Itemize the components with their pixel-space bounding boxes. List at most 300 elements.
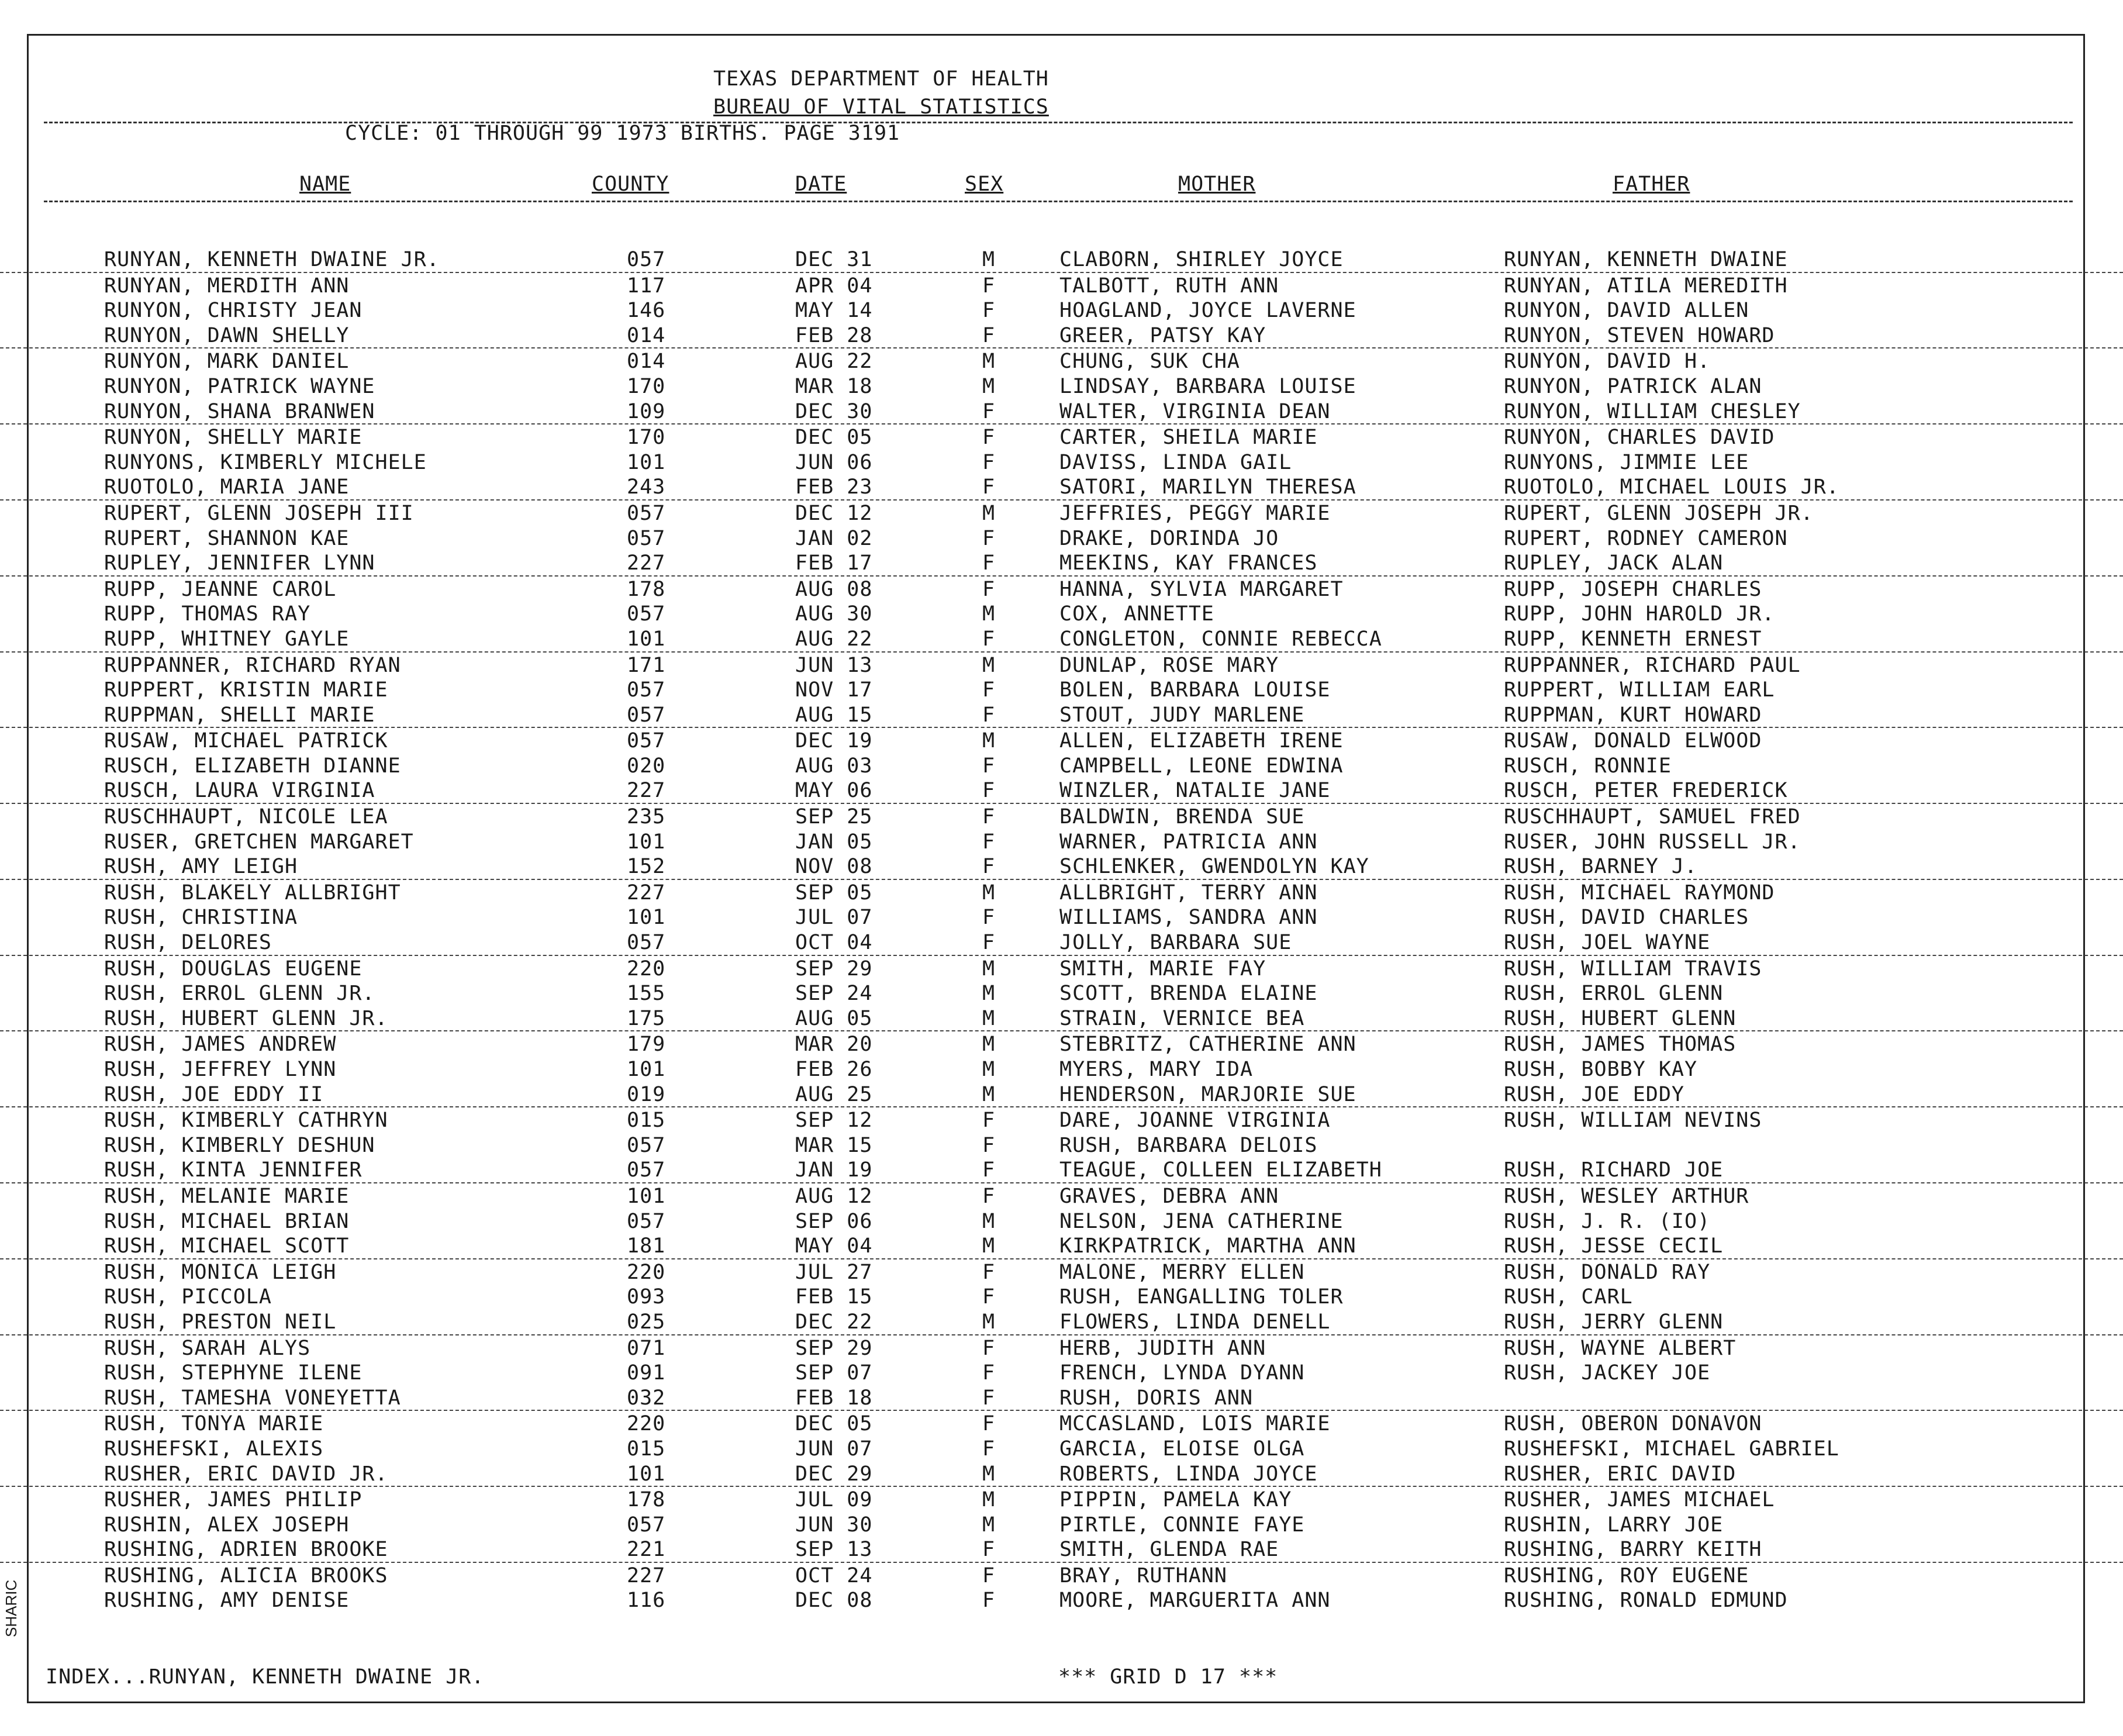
record-name: RUNYON, SHANA BRANWEN <box>104 399 375 423</box>
record-father: RUSH, JESSE CECIL <box>1504 1234 1724 1258</box>
record-name: RUSCHHAUPT, NICOLE LEA <box>104 805 388 829</box>
record-row <box>0 1233 2123 1259</box>
record-father: RUSER, JOHN RUSSELL JR. <box>1504 830 1801 854</box>
record-sex: F <box>982 274 996 298</box>
record-name: RUNYON, PATRICK WAYNE <box>104 374 375 398</box>
record-mother: TALBOTT, RUTH ANN <box>1059 274 1279 298</box>
record-mother: MCCASLAND, LOIS MARIE <box>1059 1412 1331 1436</box>
record-mother: CAMPBELL, LEONE EDWINA <box>1059 754 1344 778</box>
record-row <box>0 956 2123 981</box>
record-sex: F <box>982 1285 996 1309</box>
record-row <box>0 577 2123 602</box>
record-county: 057 <box>627 703 666 727</box>
record-date: MAR 15 <box>795 1133 873 1157</box>
record-mother: LINDSAY, BARBARA LOUISE <box>1059 374 1356 398</box>
record-county: 071 <box>627 1336 666 1360</box>
record-sex: F <box>982 551 996 575</box>
record-sex: M <box>982 248 996 271</box>
record-sex: M <box>982 1082 996 1106</box>
record-father: RUSH, J. R. (IO) <box>1504 1209 1711 1233</box>
record-date: AUG 15 <box>795 703 873 727</box>
record-father: RUPPANNER, RICHARD PAUL <box>1504 653 1801 677</box>
record-row <box>0 981 2123 1006</box>
record-sex: F <box>982 577 996 601</box>
column-header-county: COUNTY <box>592 172 669 196</box>
record-row <box>0 348 2123 374</box>
record-sex: M <box>982 374 996 398</box>
record-name: RUPP, THOMAS RAY <box>104 602 311 626</box>
record-name: RUSCH, LAURA VIRGINIA <box>104 779 375 803</box>
record-mother: CONGLETON, CONNIE REBECCA <box>1059 627 1382 651</box>
record-date: JUN 13 <box>795 653 873 677</box>
record-date: AUG 05 <box>795 1006 873 1030</box>
record-father: RUSH, WILLIAM NEVINS <box>1504 1109 1762 1133</box>
record-father: RUPP, JOHN HAROLD JR. <box>1504 602 1775 626</box>
record-mother: COX, ANNETTE <box>1059 602 1214 626</box>
record-county: 220 <box>627 1260 666 1284</box>
record-date: DEC 30 <box>795 399 873 423</box>
record-date: MAY 04 <box>795 1234 873 1258</box>
record-row <box>0 450 2123 475</box>
record-sex: F <box>982 450 996 474</box>
record-sex: F <box>982 1412 996 1436</box>
record-sex: F <box>982 1260 996 1284</box>
record-date: SEP 24 <box>795 982 873 1006</box>
record-mother: CHUNG, SUK CHA <box>1059 350 1241 374</box>
record-name: RUSH, KIMBERLY CATHRYN <box>104 1109 388 1133</box>
record-sex: M <box>982 1006 996 1030</box>
record-father: RUSCH, PETER FREDERICK <box>1504 779 1788 803</box>
record-mother: PIRTLE, CONNIE FAYE <box>1059 1513 1305 1537</box>
record-row <box>0 474 2123 501</box>
record-county: 057 <box>627 1133 666 1157</box>
record-mother: WARNER, PATRICIA ANN <box>1059 830 1318 854</box>
record-row <box>0 653 2123 678</box>
record-name: RUSH, MICHAEL BRIAN <box>104 1209 350 1233</box>
record-sex: F <box>982 1109 996 1133</box>
record-mother: SMITH, MARIE FAY <box>1059 957 1266 981</box>
record-county: 101 <box>627 906 666 930</box>
record-row <box>0 1487 2123 1512</box>
record-mother: HOAGLAND, JOYCE LAVERNE <box>1059 299 1356 323</box>
record-sex: F <box>982 1158 996 1182</box>
record-name: RUSH, JEFFREY LYNN <box>104 1058 337 1081</box>
record-county: 057 <box>627 729 666 753</box>
record-date: APR 04 <box>795 274 873 298</box>
record-date: AUG 30 <box>795 602 873 626</box>
record-father: RUPPMAN, KURT HOWARD <box>1504 703 1762 727</box>
record-date: JAN 05 <box>795 830 873 854</box>
record-county: 221 <box>627 1538 666 1562</box>
record-sex: F <box>982 754 996 778</box>
record-name: RUSHING, ADRIEN BROOKE <box>104 1538 388 1562</box>
side-mark: SHARIC <box>2 1579 20 1637</box>
record-row <box>0 1309 2123 1335</box>
record-date: JAN 19 <box>795 1158 873 1182</box>
record-date: FEB 26 <box>795 1058 873 1081</box>
record-father: RUNYON, STEVEN HOWARD <box>1504 323 1775 347</box>
record-sex: F <box>982 1184 996 1208</box>
record-father: RUOTOLO, MICHAEL LOUIS JR. <box>1504 475 1839 499</box>
birth-records-list <box>0 247 2123 1613</box>
record-sex: F <box>982 931 996 955</box>
record-row <box>0 273 2123 298</box>
record-row <box>0 930 2123 956</box>
record-name: RUSHEFSKI, ALEXIS <box>104 1437 324 1461</box>
record-row <box>0 424 2123 450</box>
record-mother: MEEKINS, KAY FRANCES <box>1059 551 1318 575</box>
record-sex: F <box>982 855 996 879</box>
record-date: DEC 08 <box>795 1589 873 1613</box>
record-row <box>0 1133 2123 1158</box>
record-county: 155 <box>627 982 666 1006</box>
record-mother: FRENCH, LYNDA DYANN <box>1059 1361 1305 1385</box>
record-mother: HANNA, SYLVIA MARGARET <box>1059 577 1344 601</box>
record-sex: F <box>982 906 996 930</box>
record-date: JUL 09 <box>795 1488 873 1512</box>
record-mother: SATORI, MARILYN THERESA <box>1059 475 1356 499</box>
record-date: MAR 20 <box>795 1033 873 1057</box>
grid-footer: *** GRID D 17 *** <box>1058 1665 1278 1689</box>
record-name: RUPERT, SHANNON KAE <box>104 526 350 550</box>
record-mother: NELSON, JENA CATHERINE <box>1059 1209 1344 1233</box>
record-mother: SCHLENKER, GWENDOLYN KAY <box>1059 855 1369 879</box>
record-name: RUNYON, DAWN SHELLY <box>104 323 350 347</box>
record-sex: F <box>982 1538 996 1562</box>
record-sex: F <box>982 703 996 727</box>
record-county: 014 <box>627 350 666 374</box>
record-name: RUSAW, MICHAEL PATRICK <box>104 729 388 753</box>
record-father: RUSHER, JAMES MICHAEL <box>1504 1488 1775 1512</box>
record-row <box>0 1537 2123 1563</box>
record-sex: F <box>982 1437 996 1461</box>
record-county: 101 <box>627 627 666 651</box>
record-row <box>0 1563 2123 1588</box>
record-date: DEC 19 <box>795 729 873 753</box>
column-header-name: NAME <box>299 172 351 196</box>
record-date: MAR 18 <box>795 374 873 398</box>
record-row <box>0 677 2123 702</box>
record-date: FEB 18 <box>795 1386 873 1410</box>
record-sex: M <box>982 1058 996 1081</box>
record-name: RUNYON, SHELLY MARIE <box>104 426 363 450</box>
record-name: RUPERT, GLENN JOSEPH III <box>104 501 414 525</box>
record-row <box>0 1157 2123 1183</box>
record-county: 025 <box>627 1310 666 1334</box>
record-mother: STRAIN, VERNICE BEA <box>1059 1006 1305 1030</box>
record-mother: CARTER, SHEILA MARIE <box>1059 426 1318 450</box>
record-father: RUSAW, DONALD ELWOOD <box>1504 729 1762 753</box>
record-date: MAY 14 <box>795 299 873 323</box>
record-row <box>0 829 2123 854</box>
record-date: SEP 06 <box>795 1209 873 1233</box>
record-father: RUSHING, BARRY KEITH <box>1504 1538 1762 1562</box>
record-date: DEC 31 <box>795 248 873 271</box>
record-mother: DAVISS, LINDA GAIL <box>1059 450 1292 474</box>
record-date: SEP 29 <box>795 1336 873 1360</box>
record-county: 170 <box>627 374 666 398</box>
record-sex: F <box>982 323 996 347</box>
record-county: 057 <box>627 1209 666 1233</box>
record-county: 101 <box>627 450 666 474</box>
record-father: RUSH, JOEL WAYNE <box>1504 931 1711 955</box>
record-county: 015 <box>627 1437 666 1461</box>
record-sex: F <box>982 1361 996 1385</box>
record-county: 057 <box>627 1513 666 1537</box>
record-father: RUPERT, GLENN JOSEPH JR. <box>1504 501 1814 525</box>
record-sex: F <box>982 830 996 854</box>
record-name: RUPP, WHITNEY GAYLE <box>104 627 350 651</box>
record-mother: RUSH, BARBARA DELOIS <box>1059 1133 1318 1157</box>
record-mother: JEFFRIES, PEGGY MARIE <box>1059 501 1331 525</box>
record-row <box>0 399 2123 425</box>
record-row <box>0 526 2123 551</box>
record-row <box>0 728 2123 753</box>
record-father: RUSH, OBERON DONAVON <box>1504 1412 1762 1436</box>
record-father: RUNYON, WILLIAM CHESLEY <box>1504 399 1801 423</box>
record-mother: ALLEN, ELIZABETH IRENE <box>1059 729 1344 753</box>
record-mother: BALDWIN, BRENDA SUE <box>1059 805 1305 829</box>
record-father: RUNYON, DAVID ALLEN <box>1504 299 1749 323</box>
record-row <box>0 778 2123 804</box>
record-name: RUSER, GRETCHEN MARGARET <box>104 830 414 854</box>
record-row <box>0 323 2123 349</box>
bureau-title: BUREAU OF VITAL STATISTICS <box>713 95 1049 119</box>
record-date: JAN 02 <box>795 526 873 550</box>
record-county: 014 <box>627 323 666 347</box>
record-county: 019 <box>627 1082 666 1106</box>
record-row <box>0 1006 2123 1032</box>
record-name: RUSH, PICCOLA <box>104 1285 272 1309</box>
record-name: RUNYAN, MERDITH ANN <box>104 274 350 298</box>
record-sex: M <box>982 957 996 981</box>
record-mother: ROBERTS, LINDA JOYCE <box>1059 1462 1318 1486</box>
record-date: JUN 06 <box>795 450 873 474</box>
record-date: AUG 22 <box>795 627 873 651</box>
record-sex: M <box>982 1310 996 1334</box>
column-header-father: FATHER <box>1613 172 1690 196</box>
record-father: RUPLEY, JACK ALAN <box>1504 551 1724 575</box>
record-row <box>0 1512 2123 1537</box>
record-row <box>0 1107 2123 1133</box>
record-row <box>0 1335 2123 1361</box>
record-mother: CLABORN, SHIRLEY JOYCE <box>1059 248 1344 271</box>
record-name: RUSH, STEPHYNE ILENE <box>104 1361 363 1385</box>
record-row <box>0 1360 2123 1385</box>
record-county: 152 <box>627 855 666 879</box>
record-county: 057 <box>627 526 666 550</box>
record-date: AUG 25 <box>795 1082 873 1106</box>
record-mother: STOUT, JUDY MARLENE <box>1059 703 1305 727</box>
record-name: RUSH, TAMESHA VONEYETTA <box>104 1386 401 1410</box>
record-sex: F <box>982 299 996 323</box>
record-sex: F <box>982 426 996 450</box>
record-name: RUPP, JEANNE CAROL <box>104 577 337 601</box>
record-mother: WALTER, VIRGINIA DEAN <box>1059 399 1331 423</box>
record-date: DEC 22 <box>795 1310 873 1334</box>
record-sex: F <box>982 526 996 550</box>
record-father: RUSH, JAMES THOMAS <box>1504 1033 1737 1057</box>
record-father: RUNYON, CHARLES DAVID <box>1504 426 1775 450</box>
record-county: 170 <box>627 426 666 450</box>
record-sex: F <box>982 1564 996 1587</box>
record-name: RUSH, KINTA JENNIFER <box>104 1158 363 1182</box>
record-mother: MALONE, MERRY ELLEN <box>1059 1260 1305 1284</box>
record-date: OCT 04 <box>795 931 873 955</box>
record-sex: F <box>982 627 996 651</box>
record-father: RUSCHHAUPT, SAMUEL FRED <box>1504 805 1801 829</box>
record-date: DEC 05 <box>795 1412 873 1436</box>
record-name: RUOTOLO, MARIA JANE <box>104 475 350 499</box>
record-name: RUSH, MONICA LEIGH <box>104 1260 337 1284</box>
record-county: 146 <box>627 299 666 323</box>
record-date: AUG 03 <box>795 754 873 778</box>
record-father: RUSH, RICHARD JOE <box>1504 1158 1724 1182</box>
record-date: FEB 23 <box>795 475 873 499</box>
record-name: RUSH, AMY LEIGH <box>104 855 298 879</box>
record-father: RUSH, WAYNE ALBERT <box>1504 1336 1737 1360</box>
record-date: SEP 25 <box>795 805 873 829</box>
record-row <box>0 1411 2123 1436</box>
record-father: RUSH, ERROL GLENN <box>1504 982 1724 1006</box>
record-name: RUSHER, ERIC DAVID JR. <box>104 1462 388 1486</box>
record-father: RUSHIN, LARRY JOE <box>1504 1513 1724 1537</box>
index-footer: INDEX...RUNYAN, KENNETH DWAINE JR. <box>46 1665 485 1689</box>
record-county: 178 <box>627 1488 666 1512</box>
record-county: 243 <box>627 475 666 499</box>
record-mother: DUNLAP, ROSE MARY <box>1059 653 1279 677</box>
record-name: RUPPMAN, SHELLI MARIE <box>104 703 375 727</box>
record-mother: MYERS, MARY IDA <box>1059 1058 1254 1081</box>
record-name: RUSH, HUBERT GLENN JR. <box>104 1006 388 1030</box>
cycle-line: CYCLE: 01 THROUGH 99 1973 BIRTHS. PAGE 3191 <box>345 122 900 145</box>
record-county: 057 <box>627 678 666 702</box>
record-county: 227 <box>627 881 666 905</box>
record-father: RUNYON, DAVID H. <box>1504 350 1711 374</box>
record-county: 020 <box>627 754 666 778</box>
column-header-rule <box>44 201 2073 202</box>
record-name: RUSH, ERROL GLENN JR. <box>104 982 375 1006</box>
record-date: FEB 28 <box>795 323 873 347</box>
record-father: RUNYAN, KENNETH DWAINE <box>1504 248 1788 271</box>
record-date: NOV 08 <box>795 855 873 879</box>
record-mother: GREER, PATSY KAY <box>1059 323 1266 347</box>
record-name: RUPPERT, KRISTIN MARIE <box>104 678 388 702</box>
record-father: RUPERT, RODNEY CAMERON <box>1504 526 1788 550</box>
record-name: RUSH, BLAKELY ALLBRIGHT <box>104 881 401 905</box>
record-mother: STEBRITZ, CATHERINE ANN <box>1059 1033 1356 1057</box>
record-mother: BOLEN, BARBARA LOUISE <box>1059 678 1331 702</box>
record-sex: M <box>982 1513 996 1537</box>
record-name: RUSCH, ELIZABETH DIANNE <box>104 754 401 778</box>
record-mother: WILLIAMS, SANDRA ANN <box>1059 906 1318 930</box>
record-row <box>0 1057 2123 1082</box>
record-date: SEP 13 <box>795 1538 873 1562</box>
record-row <box>0 1385 2123 1411</box>
record-county: 220 <box>627 957 666 981</box>
record-sex: F <box>982 779 996 803</box>
record-row <box>0 1031 2123 1057</box>
record-sex: M <box>982 1462 996 1486</box>
record-county: 227 <box>627 1564 666 1587</box>
record-date: SEP 07 <box>795 1361 873 1385</box>
record-name: RUSH, JAMES ANDREW <box>104 1033 337 1057</box>
record-name: RUSH, CHRISTINA <box>104 906 298 930</box>
column-header-date: DATE <box>795 172 847 196</box>
record-date: JUN 07 <box>795 1437 873 1461</box>
record-county: 117 <box>627 274 666 298</box>
record-father: RUPP, JOSEPH CHARLES <box>1504 577 1762 601</box>
record-name: RUNYON, MARK DANIEL <box>104 350 350 374</box>
record-row <box>0 247 2123 273</box>
record-sex: F <box>982 1133 996 1157</box>
record-sex: F <box>982 1386 996 1410</box>
record-sex: M <box>982 602 996 626</box>
record-row <box>0 1587 2123 1613</box>
record-father: RUSHING, RONALD EDMUND <box>1504 1589 1788 1613</box>
record-name: RUSH, MICHAEL SCOTT <box>104 1234 350 1258</box>
record-date: FEB 15 <box>795 1285 873 1309</box>
record-sex: M <box>982 501 996 525</box>
record-row <box>0 753 2123 778</box>
record-mother: WINZLER, NATALIE JANE <box>1059 779 1331 803</box>
record-name: RUSHER, JAMES PHILIP <box>104 1488 363 1512</box>
record-name: RUSH, DELORES <box>104 931 272 955</box>
record-sex: M <box>982 653 996 677</box>
record-mother: GARCIA, ELOISE OLGA <box>1059 1437 1305 1461</box>
record-sex: M <box>982 350 996 374</box>
record-sex: F <box>982 399 996 423</box>
record-county: 101 <box>627 830 666 854</box>
record-father: RUSH, JOE EDDY <box>1504 1082 1685 1106</box>
record-father: RUSH, DONALD RAY <box>1504 1260 1711 1284</box>
record-date: SEP 12 <box>795 1109 873 1133</box>
record-name: RUSH, PRESTON NEIL <box>104 1310 337 1334</box>
record-county: 032 <box>627 1386 666 1410</box>
record-sex: M <box>982 881 996 905</box>
record-row <box>0 1082 2123 1108</box>
record-father: RUSH, WESLEY ARTHUR <box>1504 1184 1749 1208</box>
column-header-mother: MOTHER <box>1178 172 1256 196</box>
record-row <box>0 1209 2123 1234</box>
record-name: RUPLEY, JENNIFER LYNN <box>104 551 375 575</box>
record-sex: M <box>982 729 996 753</box>
record-county: 227 <box>627 551 666 575</box>
record-county: 093 <box>627 1285 666 1309</box>
record-date: DEC 29 <box>795 1462 873 1486</box>
record-name: RUSH, JOE EDDY II <box>104 1082 324 1106</box>
record-father: RUSH, HUBERT GLENN <box>1504 1006 1737 1030</box>
record-mother: RUSH, EANGALLING TOLER <box>1059 1285 1344 1309</box>
record-row <box>0 626 2123 653</box>
record-date: SEP 05 <box>795 881 873 905</box>
record-mother: HERB, JUDITH ANN <box>1059 1336 1266 1360</box>
record-mother: ALLBRIGHT, TERRY ANN <box>1059 881 1318 905</box>
record-mother: TEAGUE, COLLEEN ELIZABETH <box>1059 1158 1382 1182</box>
record-county: 178 <box>627 577 666 601</box>
record-county: 109 <box>627 399 666 423</box>
record-sex: M <box>982 1234 996 1258</box>
record-name: RUSHIN, ALEX JOSEPH <box>104 1513 350 1537</box>
record-father: RUSH, BOBBY KAY <box>1504 1058 1698 1081</box>
record-father: RUSH, BARNEY J. <box>1504 855 1698 879</box>
record-date: AUG 22 <box>795 350 873 374</box>
record-sex: M <box>982 1488 996 1512</box>
record-name: RUSH, KIMBERLY DESHUN <box>104 1133 375 1157</box>
record-date: JUN 30 <box>795 1513 873 1537</box>
record-father: RUSH, JERRY GLENN <box>1504 1310 1724 1334</box>
record-father: RUSHING, ROY EUGENE <box>1504 1564 1749 1587</box>
